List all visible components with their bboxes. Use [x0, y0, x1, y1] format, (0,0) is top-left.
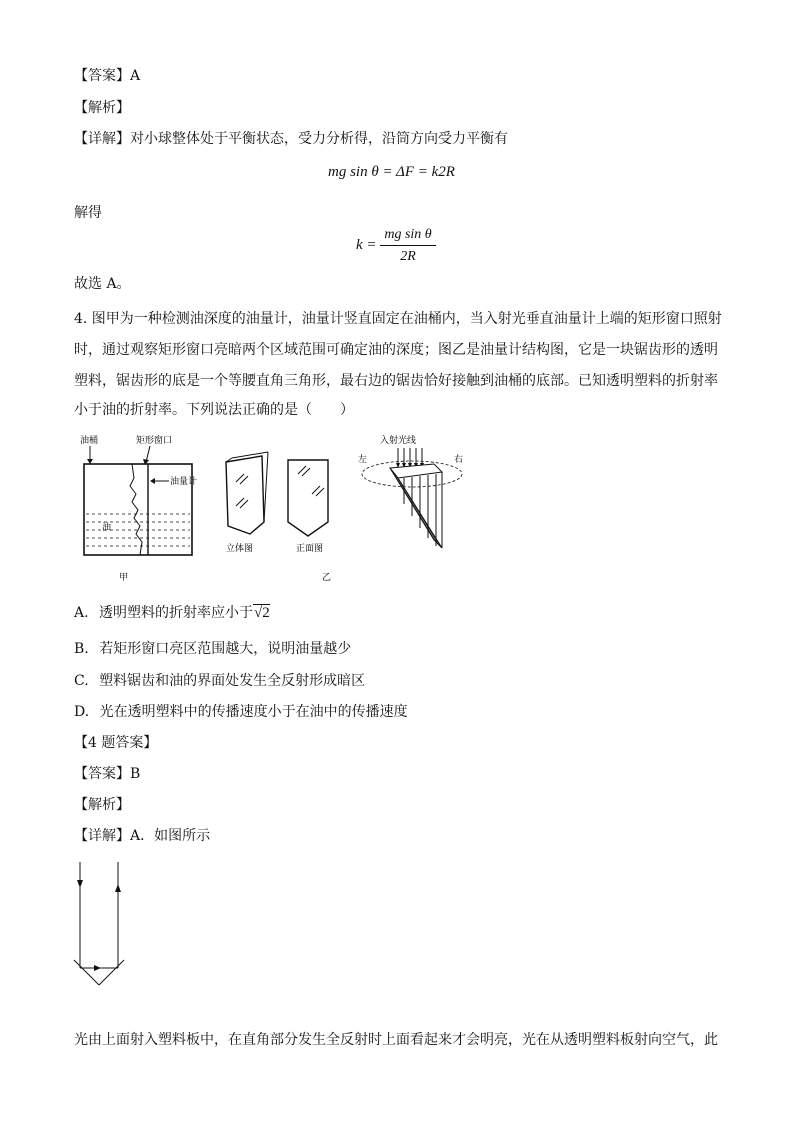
answer4-analysis-label: 【解析】 — [74, 797, 130, 813]
figure-jia — [80, 434, 197, 583]
label-oil: 油 — [102, 523, 112, 533]
question-stem-line-2: 时，通过观察矩形窗口亮暗两个区域范围可确定油的深度；图乙是油量计结构图，它是一块锯齿形的透明 — [74, 342, 718, 358]
label-gauge: 油量计 — [170, 477, 198, 487]
option-c — [74, 671, 365, 691]
option-d-text: 光在透明塑料中的传播速度小于在油中的传播速度 — [99, 704, 408, 720]
label-left: 左 — [358, 455, 368, 465]
label-incident-light: 入射光线 — [380, 436, 417, 446]
label-3d-view: 立体图 — [226, 544, 254, 554]
figure-3d-view — [226, 452, 268, 554]
oil-gauge-figure — [74, 430, 474, 590]
label-right: 右 — [454, 455, 464, 465]
question-stem-line-4: 小于油的折射率。下列说法正确的是（ ） — [74, 402, 354, 418]
reflection-diagram — [70, 858, 140, 990]
option-a-text: 透明塑料的折射率应小于 — [99, 605, 254, 621]
analysis-label: 【解析】 — [74, 100, 130, 116]
solve-label: 解得 — [74, 205, 102, 221]
caption-jia: 甲 — [119, 573, 129, 583]
option-b-text: 若矩形窗口亮区范围越大，说明油量越少 — [99, 641, 352, 657]
answer4-last-line: 光由上面射入塑料板中，在直角部分发生全反射时上面看起来才会明亮，光在从透明塑料板射向空气，此 — [74, 1032, 718, 1048]
detail-text: 【详解】对小球整体处于平衡状态，受力分析得，沿筒方向受力平衡有 — [74, 131, 508, 147]
answer4-header: 【4 题答案】 — [74, 735, 158, 751]
option-a-letter: A. — [74, 605, 89, 621]
figure-structure — [358, 434, 463, 548]
question-stem-line-3: 塑料，锯齿形的底是一个等腰直角三角形，最右边的锯齿恰好接触到油桶的底部。已知透明塑料的折射率 — [74, 373, 718, 389]
equation-2-fraction — [380, 227, 436, 265]
conclusion: 故选 A。 — [74, 276, 131, 292]
figure-front-view — [288, 460, 331, 583]
answer4-answer-label: 【答案】B — [74, 766, 141, 782]
option-c-letter: C. — [74, 673, 89, 689]
option-b — [74, 639, 351, 659]
option-a-math: √2 — [254, 605, 270, 621]
option-b-letter: B. — [74, 641, 89, 657]
answer-label: 【答案】A — [74, 68, 141, 84]
option-d-letter: D. — [74, 704, 90, 720]
label-tank: 油桶 — [80, 436, 99, 446]
caption-yi: 乙 — [322, 573, 332, 583]
equation-2-denominator: 2R — [400, 249, 416, 264]
equation-2-lhs: k = — [356, 237, 377, 253]
question-stem-line-1: 4. 图甲为一种检测油深度的油量计，油量计竖直固定在油桶内，当入射光垂直油量计上端的矩形窗口照射 — [74, 311, 722, 327]
label-window: 矩形窗口 — [136, 436, 173, 446]
answer4-detail-text: 【详解】A．如图所示 — [74, 828, 211, 844]
option-a — [74, 603, 270, 623]
equation-1: mg sin θ = ΔF = k2R — [328, 164, 455, 180]
label-front-view: 正面图 — [296, 544, 324, 554]
option-c-text: 塑料锯齿和油的界面处发生全反射形成暗区 — [99, 673, 366, 689]
option-d — [74, 702, 408, 722]
equation-2-numerator: mg sin θ — [380, 227, 436, 246]
